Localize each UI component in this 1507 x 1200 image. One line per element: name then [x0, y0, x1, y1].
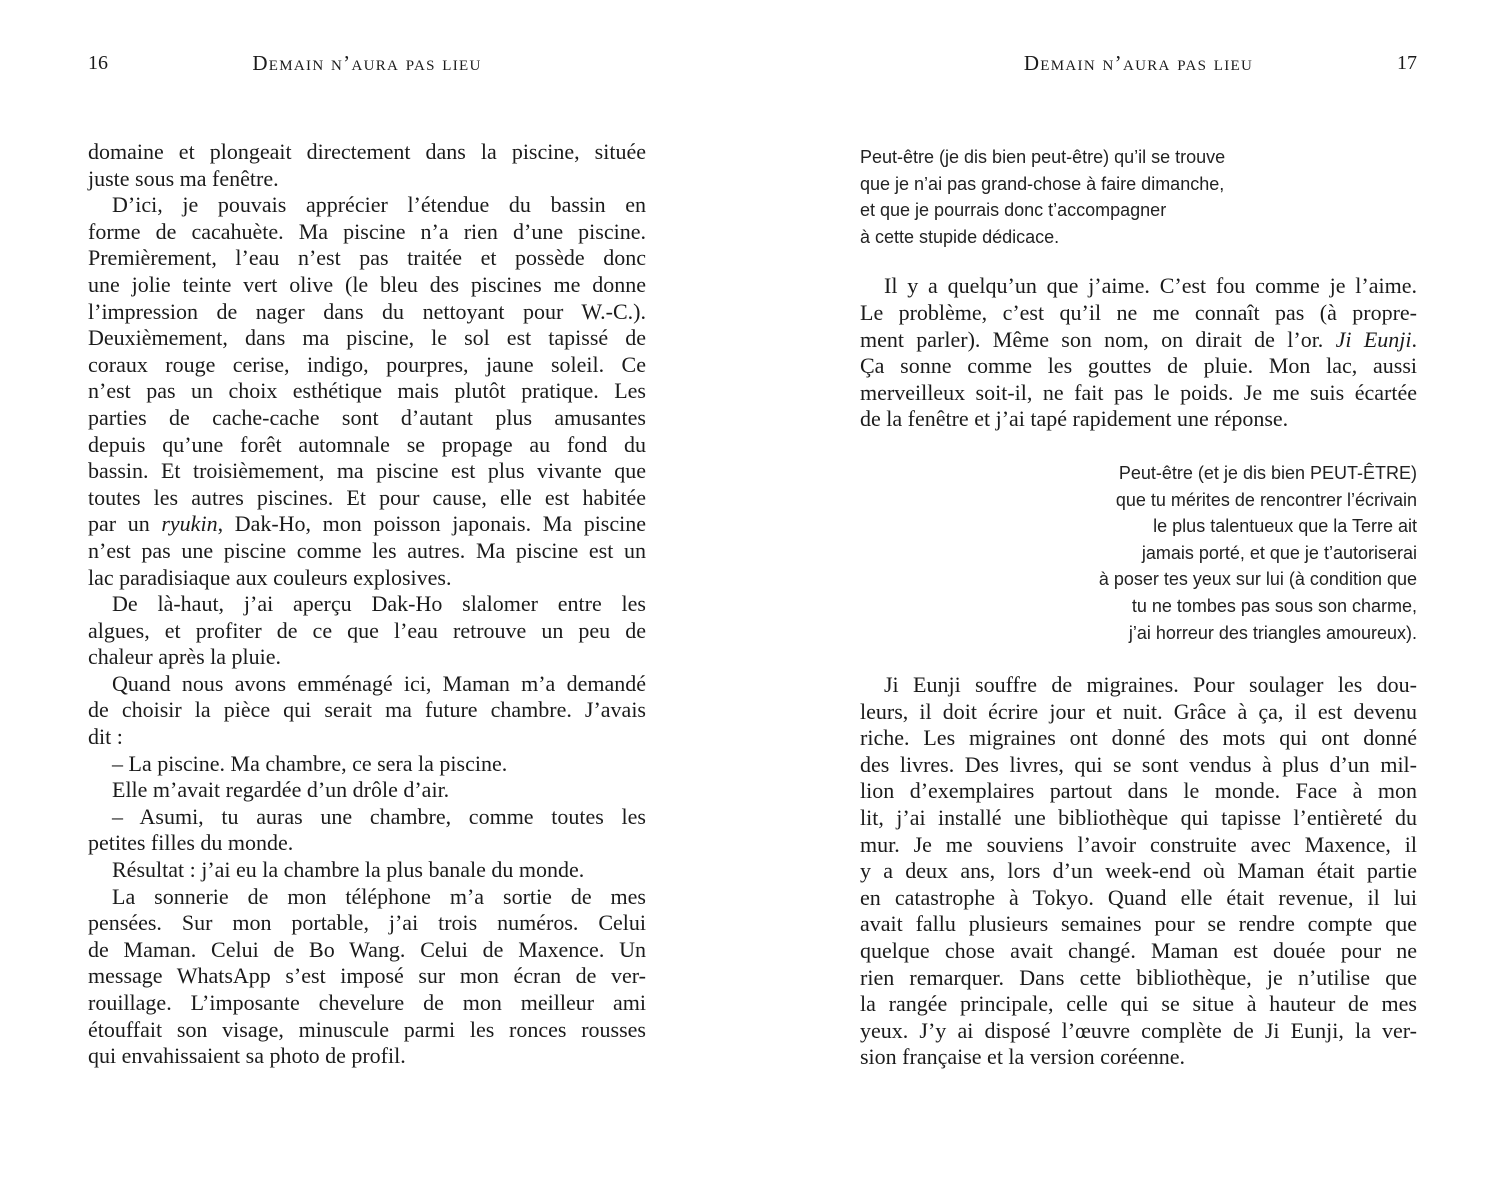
text-segment: par un: [88, 511, 162, 537]
text-line: Peut-être (et je dis bien PEUT-ÊTRE): [1118, 462, 1417, 483]
paragraph: [88, 751, 646, 778]
text-line: de la fenêtre et j’ai tapé rapidement une réponse.: [860, 406, 1289, 432]
text-line: à cette stupide dédicace.: [860, 226, 1060, 247]
text-line: forme de cacahuète. Ma piscine n’a rien d’une piscine.: [88, 218, 646, 244]
text-line: lac paradisiaque aux couleurs explosives.: [88, 564, 452, 590]
text-line: [88, 511, 646, 538]
paragraph: [88, 804, 646, 857]
page-number-left: 16: [88, 52, 108, 74]
text-line: La sonnerie de mon téléphone m’a sortie de mes: [112, 883, 646, 909]
text-line: lion d’exemplaires partout dans le monde. Face à mon: [860, 778, 1417, 804]
text-line: Peut-être (je dis bien peut-être) qu’il se trouve: [860, 147, 1226, 167]
text-line: petites filles du monde.: [88, 830, 294, 856]
text-line: D’ici, je pouvais apprécier l’étendue du bassin en: [112, 192, 646, 218]
text-line: Résultat : j’ai eu la chambre la plus banale du monde.: [112, 857, 585, 883]
paragraph: [88, 591, 646, 671]
text-line: de choisir la pièce qui serait ma future chambre. J’avais: [88, 697, 646, 723]
text-line: j’ai horreur des triangles amoureux).: [1128, 622, 1417, 643]
text-line: la rangée principale, celle qui se situe à hauteur de mes: [860, 991, 1417, 1017]
text-line: l’impression de nager dans du nettoyant pour W.-C.).: [88, 298, 646, 324]
text-line: algues, et profiter de ce que l’eau retrouve un peu de: [88, 617, 646, 643]
text-line: De là-haut, j’ai aperçu Dak-Ho slalomer entre les: [112, 591, 646, 617]
running-title-left: Demain n’aura pas lieu: [252, 51, 482, 75]
paragraph: [88, 671, 646, 751]
text-line: n’est pas un choix esthétique mais plutôt pratique. Les: [88, 378, 646, 404]
text-segment: , Dak-Ho, mon poisson japonais. Ma piscine: [217, 511, 647, 537]
text-line: rouillage. L’imposante chevelure de mon meilleur ami: [88, 990, 646, 1015]
text-line: Ji Eunji souffre de migraines. Pour soulager les dou-: [884, 672, 1417, 698]
text-line: quelque chose avait changé. Maman est douée pour ne: [860, 938, 1417, 964]
text-line: à poser tes yeux sur lui (à condition que: [1098, 569, 1417, 590]
text-line: de Maman. Celui de Bo Wang. Celui de Maxence. Un: [88, 936, 646, 962]
text-line: Le problème, c’est qu’il ne me connaît pas (à propre-: [860, 299, 1417, 325]
text-line: toutes les autres piscines. Et pour cause, elle est habitée: [88, 484, 646, 510]
text-line: jamais porté, et que je t’autoriserai: [1141, 542, 1417, 563]
page-left-body: [88, 139, 646, 1070]
text-line: Deuxièmement, dans ma piscine, le sol est tapissé de: [88, 325, 646, 351]
running-head-right: [860, 50, 1417, 76]
text-line: sion française et la version coréenne.: [860, 1044, 1185, 1070]
text-line: domaine et plongeait directement dans la piscine, située: [88, 139, 646, 164]
text-line: y a deux ans, lors d’un week-end où Maman était partie: [860, 858, 1417, 884]
text-line: bassin. Et troisièmement, ma piscine est plus vivante que: [88, 458, 646, 484]
paragraph: [88, 777, 646, 804]
text-line: Elle m’avait regardée d’un drôle d’air.: [112, 777, 450, 803]
paragraph: [88, 192, 646, 591]
page-right-body: [860, 144, 1417, 1071]
text-line: tu ne tombes pas sous son charme,: [1131, 595, 1417, 616]
page-right: [860, 0, 1417, 1200]
text-segment: .: [1411, 326, 1418, 352]
text-line: et que je pourrais donc t’accompagner: [860, 200, 1167, 221]
text-line: parties de cache-cache sont d’autant plus amusantes: [88, 404, 646, 430]
text-line: mur. Je me souviens l’avoir construite avec Maxence, il: [860, 831, 1417, 857]
paragraph: [88, 857, 646, 884]
text-line: des livres. Des livres, qui se sont vendus à plus d’un mil-: [860, 751, 1417, 777]
running-head-left: [88, 50, 646, 76]
text-line: le plus talentueux que la Terre ait: [1153, 516, 1417, 537]
text-line: étouffait son visage, minuscule parmi les ronces rousses: [88, 1016, 646, 1042]
text-line: – La piscine. Ma chambre, ce sera la piscine.: [112, 750, 508, 776]
message-sent: [860, 460, 1417, 646]
text-line: n’est pas une piscine comme les autres. Ma piscine est un: [88, 537, 646, 563]
text-line: [860, 327, 1417, 354]
text-line: Quand nous avons emménagé ici, Maman m’a demandé: [112, 670, 646, 696]
paragraph: [88, 884, 646, 1070]
text-line: dit :: [88, 724, 123, 750]
text-line: que je n’ai pas grand-chose à faire dimanche,: [860, 173, 1225, 194]
text-line: merveilleux soit-il, ne fait pas le poids. Je me suis écartée: [860, 379, 1417, 405]
text-line: en catastrophe à Tokyo. Quand elle était revenue, il lui: [860, 884, 1417, 910]
italic-text: ryukin: [161, 511, 218, 537]
text-line: – Asumi, tu auras une chambre, comme toutes les: [112, 803, 646, 829]
message-received: [860, 144, 1417, 250]
paragraph: [860, 273, 1417, 433]
paragraph: [88, 139, 646, 192]
text-line: depuis qu’une forêt automnale se propage au fond du: [88, 431, 646, 457]
text-line: message WhatsApp s’est imposé sur mon écran de ver-: [88, 963, 646, 989]
text-line: une jolie teinte vert olive (le bleu des piscines me donne: [88, 271, 646, 297]
text-line: qui envahissaient sa photo de profil.: [88, 1043, 406, 1069]
text-line: que tu mérites de rencontrer l’écrivain: [1115, 489, 1417, 510]
text-line: juste sous ma fenêtre.: [88, 165, 279, 191]
text-line: riche. Les migraines ont donné des mots qui ont donné: [860, 725, 1417, 751]
text-line: rien remarquer. Dans cette bibliothèque, je n’utilise que: [860, 964, 1417, 990]
italic-text: Ji Eunji: [1335, 326, 1412, 352]
running-title-right: Demain n’aura pas lieu: [1023, 51, 1254, 75]
text-line: leurs, il doit écrire jour et nuit. Grâce à ça, il est devenu: [860, 698, 1417, 724]
text-line: pensées. Sur mon portable, j’ai trois numéros. Celui: [88, 910, 646, 936]
text-line: Premièrement, l’eau n’est pas traitée et possède donc: [88, 245, 646, 271]
text-line: lit, j’ai installé une bibliothèque qui tapisse l’entièreté du: [860, 805, 1417, 831]
page-left: [88, 0, 646, 1200]
text-line: Ça sonne comme les gouttes de pluie. Mon lac, aussi: [860, 353, 1417, 379]
text-segment: ment parler). Même son nom, on dirait de l’or.: [860, 326, 1336, 352]
text-line: chaleur après la pluie.: [88, 644, 282, 670]
text-line: coraux rouge cerise, indigo, pourpres, jaune soleil. Ce: [88, 351, 646, 377]
text-line: Il y a quelqu’un que j’aime. C’est fou comme je l’aime.: [884, 273, 1417, 299]
page-number-right: 17: [1397, 52, 1417, 74]
paragraph: [860, 672, 1417, 1071]
text-line: yeux. J’y ai disposé l’œuvre complète de Ji Eunji, la ver-: [860, 1017, 1417, 1043]
text-line: avait fallu plusieurs semaines pour se rendre compte que: [860, 911, 1417, 937]
